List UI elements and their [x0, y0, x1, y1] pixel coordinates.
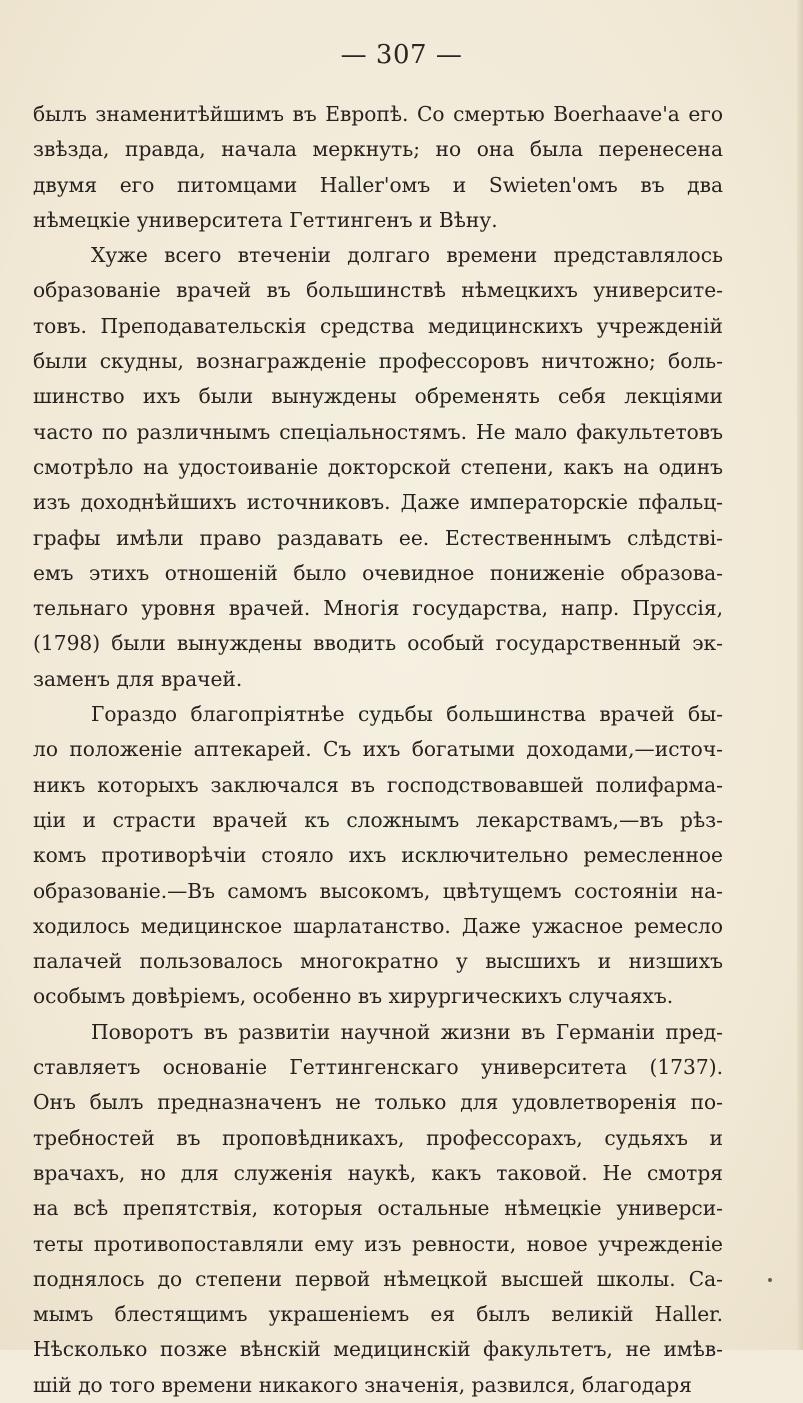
text-line: изъ доходнѣйшихъ источниковъ. Даже императорскіе пфальц- — [33, 490, 723, 515]
page-number: — 307 — — [340, 40, 463, 70]
text-line: ло положеніе аптекарей. Съ ихъ богатыми доходами,—источ- — [33, 737, 723, 762]
text-line: образованіе врачей въ большинствѣ нѣмецкихъ университе- — [33, 278, 723, 303]
text-line: никъ которыхъ заключался въ господствовавшей полифарма- — [33, 772, 723, 797]
text-line: шій до того времени никакого значенія, развился, благодаря — [33, 1372, 692, 1397]
paragraph — [33, 697, 723, 1015]
text-line: емъ этихъ отношеній было очевидное пониженіе образова- — [33, 560, 723, 585]
paragraph — [33, 1015, 723, 1403]
text-line: звѣзда, правда, начала меркнуть; но она была перенесена — [33, 137, 723, 162]
text-line: комъ противорѣчіи стояло ихъ исключительно ремесленное — [33, 843, 723, 868]
body-text — [33, 97, 723, 1403]
text-line: двумя его питомцами Haller'омъ и Swieten'омъ въ два — [33, 172, 723, 197]
ink-speck — [768, 1278, 772, 1282]
text-line: Нѣсколько позже вѣнскій медицинскій факультетъ, не имѣв- — [33, 1337, 723, 1362]
text-line: требностей въ проповѣдникахъ, профессорахъ, судьяхъ и — [33, 1125, 723, 1150]
text-line: былъ знаменитѣйшимъ въ Европѣ. Со смертью Boerhaave'а его — [33, 102, 723, 126]
paragraph — [33, 238, 723, 697]
text-line: на всѣ препятствія, которыя остальные нѣмецкіе универси- — [33, 1196, 723, 1221]
text-line: Онъ былъ предназначенъ не только для удовлетворенія по- — [33, 1090, 723, 1115]
text-line: шинство ихъ были вынуждены обременять себя лекціями — [33, 384, 723, 409]
text-line: заменъ для врачей. — [33, 666, 243, 691]
text-line: Поворотъ въ развитіи научной жизни въ Германіи пред- — [91, 1019, 723, 1044]
text-line: часто по различнымъ спеціальностямъ. Не мало факультетовъ — [33, 419, 723, 444]
text-line: палачей пользовалось многократно у высшихъ и низшихъ — [33, 949, 723, 974]
text-line: ходилось медицинское шарлатанство. Даже ужасное ремесло — [33, 913, 723, 938]
text-line: врачахъ, но для служенія наукѣ, какъ таковой. Не смотря — [33, 1160, 723, 1185]
text-line: особымъ довѣріемъ, особенно въ хирургическихъ случаяхъ. — [33, 984, 674, 1009]
text-line: Гораздо благопріятнѣе судьбы большинства врачей бы- — [91, 702, 723, 727]
text-line: нѣмецкіе университета Геттингенъ и Вѣну. — [33, 207, 498, 232]
text-line: ставляетъ основаніе Геттингенскаго университета (1737). — [33, 1055, 723, 1080]
text-line: поднялось до степени первой нѣмецкой высшей школы. Са- — [33, 1266, 723, 1291]
text-line: смотрѣло на удостоиваніе докторской степени, какъ на одинъ — [33, 454, 723, 479]
text-line: образованіе.—Въ самомъ высокомъ, цвѣтущемъ состояніи на- — [33, 878, 723, 903]
text-line: мымъ блестящимъ украшеніемъ ея былъ великій Haller. — [33, 1302, 723, 1327]
text-line: теты противопоставляли ему изъ ревности, новое учрежденіе — [33, 1231, 723, 1256]
text-line: были скудны, вознагражденіе профессоровъ ничтожно; боль- — [33, 349, 723, 374]
text-line: ціи и страсти врачей къ сложнымъ лекарствамъ,—въ рѣз- — [33, 807, 723, 832]
page-edge-shadow — [797, 0, 803, 1350]
text-line: Хуже всего втеченіи долгаго времени представлялось — [91, 243, 723, 268]
text-line: графы имѣли право раздавать ее. Естественнымъ слѣдстві- — [33, 525, 723, 550]
text-line: тельнаго уровня врачей. Многія государства, напр. Пруссія, — [33, 596, 723, 621]
paragraph — [33, 97, 723, 238]
text-line: (1798) были вынуждены вводить особый государственный эк- — [33, 631, 723, 656]
text-line: товъ. Преподавательскія средства медицинскихъ учрежденій — [33, 313, 723, 338]
